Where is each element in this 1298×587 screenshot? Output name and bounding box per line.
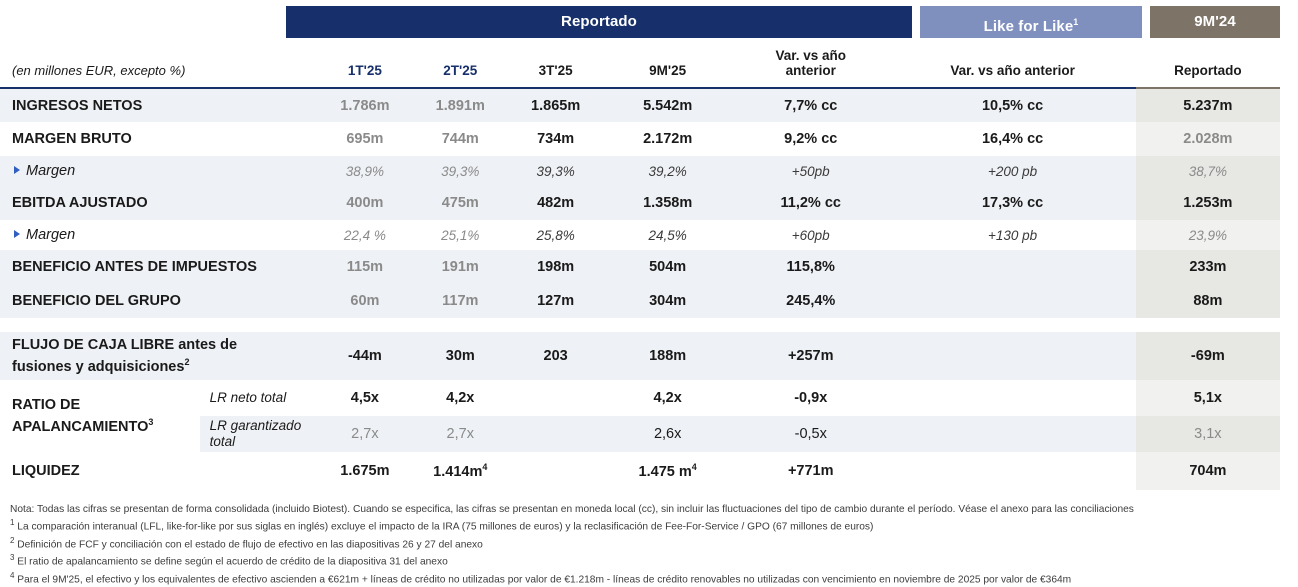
cell-bai-q2: 191m [413, 250, 508, 284]
table-row-margen-bruto [0, 122, 1280, 156]
cell-liquidez-q1: 1.675m [340, 463, 390, 479]
cell-bai-9m25: 504m [603, 250, 732, 284]
footnote-3 [10, 551, 1288, 569]
cell-lrneto-q1: 4,5x [350, 390, 379, 406]
row-label-liquidez: LIQUIDEZ [12, 463, 80, 479]
cell-margen2-lfl: +130 pb [988, 227, 1038, 243]
cell-bdg-q3: 127m [508, 284, 603, 318]
row-label-ebitda: EBITDA AJUSTADO [0, 186, 317, 220]
expand-triangle-icon[interactable] [14, 230, 20, 238]
cell-lrgar-9m25: 2,6x [603, 416, 732, 452]
header-q3: 3T'25 [538, 63, 573, 78]
cell-lrgar-q1: 2,7x [317, 416, 412, 452]
cell-margen1-rep24: 38,7% [1136, 156, 1280, 186]
header-units-label: (en millones EUR, excepto %) [12, 63, 186, 78]
cell-ebitda-9m25: 1.358m [603, 186, 732, 220]
cell-bdg-9m25: 304m [603, 284, 732, 318]
cell-lrneto-q2: 4,2x [446, 390, 475, 406]
cell-fcf-9m25: 188m [603, 332, 732, 380]
sub-label-lr-garantizado-line2: total [209, 434, 236, 449]
row-label-margen-1 [0, 156, 317, 186]
table-row-ingresos-netos [0, 88, 1280, 122]
cell-fcf-q1: -44m [317, 332, 412, 380]
header-9m25: 9M'25 [649, 63, 687, 78]
footnote-4-mark: 4 [10, 570, 15, 580]
cell-bdg-lfl [889, 284, 1135, 318]
table-row-liquidez [0, 452, 1280, 490]
cell-lrgar-q2: 2,7x [413, 416, 508, 452]
row-label-bdg: BENEFICIO DEL GRUPO [0, 284, 317, 318]
cell-ebitda-q3: 482m [508, 186, 603, 220]
row-label-margen-2 [0, 220, 317, 250]
sub-label-lr-neto-total: LR neto total [209, 390, 287, 405]
cell-margenbruto-rep24: 2.028m [1136, 122, 1280, 156]
footnote-2 [10, 534, 1288, 552]
cell-margenbruto-lfl: 16,4% cc [981, 131, 1044, 147]
cell-bdg-var: 245,4% [732, 284, 890, 318]
header-lfl-var: Var. vs año anterior [950, 63, 1075, 78]
banner-like-for-like-label: Like for Like [983, 18, 1074, 35]
cell-bai-lfl [889, 250, 1135, 284]
cell-liquidez-q2-value: 1.414m [433, 463, 483, 480]
financials-table [0, 44, 1280, 490]
footnote-4-text: Para el 9M'25, el efectivo y los equivalentes de efectivo ascienden a €621m + líneas de crédito no utilizadas por valor de €1.218m - líneas de crédito renovables no utilizadas con vencimiento en noviembre de 2025 por valor de €364m [17, 574, 1072, 586]
cell-margenbruto-q2: 744m [441, 131, 479, 147]
cell-ingresos-9m25: 5.542m [603, 88, 732, 122]
cell-bdg-q1: 60m [317, 284, 412, 318]
cell-margen1-9m25: 39,2% [603, 156, 732, 186]
row-label-fcf-line1: FLUJO DE CAJA LIBRE antes de [12, 336, 238, 353]
banner-reportado [286, 6, 912, 38]
footnote-2-text: Definición de FCF y conciliación con el estado de flujo de efectivo en las diapositivas 26 y 27 del anexo [17, 539, 483, 551]
banner-9m24-label: 9M'24 [1194, 13, 1236, 30]
cell-margen1-q2: 39,3% [413, 156, 508, 186]
cell-ebitda-rep24: 1.253m [1136, 186, 1280, 220]
cell-margen1-q3: 39,3% [508, 156, 603, 186]
banner-like-for-like [920, 6, 1142, 38]
banner-like-for-like-footnote-mark: 1 [1073, 17, 1079, 27]
cell-ebitda-q1: 400m [317, 186, 412, 220]
cell-ingresos-lfl: 10,5% cc [889, 88, 1135, 122]
cell-fcf-q2: 30m [413, 332, 508, 380]
cell-bai-var: 115,8% [732, 250, 890, 284]
cell-lrneto-rep24: 5,1x [1136, 380, 1280, 416]
row-label-margen-2-text: Margen [26, 227, 76, 243]
header-var-vs-prior-year [732, 44, 890, 86]
sub-label-lr-garantizado-total [200, 416, 318, 452]
table-row-margen-bruto-pct [0, 156, 1280, 186]
cell-ingresos-q3: 1.865m [508, 88, 603, 122]
cell-margen2-q3: 25,8% [536, 227, 575, 243]
banner-reportado-label: Reportado [561, 13, 637, 30]
cell-margenbruto-q1: 695m [346, 131, 384, 147]
cell-liquidez-var: +771m [787, 463, 834, 479]
cell-lrgar-lfl [889, 416, 1135, 452]
row-label-bai: BENEFICIO ANTES DE IMPUESTOS [0, 250, 317, 284]
cell-lrgar-rep24: 3,1x [1136, 416, 1280, 452]
cell-lrneto-q3 [508, 380, 603, 416]
banner-9m24 [1150, 6, 1280, 38]
cell-margenbruto-9m25: 2.172m [643, 131, 693, 147]
header-q2: 2T'25 [443, 63, 478, 78]
row-label-ingresos-netos: INGRESOS NETOS [0, 88, 317, 122]
cell-liquidez-q3 [508, 452, 603, 490]
footnote-2-mark: 2 [10, 535, 15, 545]
table-row-beneficio-del-grupo [0, 284, 1280, 318]
table-row-flujo-caja-libre [0, 332, 1280, 380]
cell-fcf-q3: 203 [508, 332, 603, 380]
row-label-ratio-line1: RATIO DE [12, 396, 81, 413]
footnote-4 [10, 569, 1288, 587]
cell-margen1-lfl: +200 pb [889, 156, 1135, 186]
cell-bdg-rep24: 88m [1136, 284, 1280, 318]
row-label-ratio-footnote-mark: 3 [148, 416, 154, 427]
cell-lrneto-9m25: 4,2x [653, 390, 682, 406]
cell-bai-rep24: 233m [1136, 250, 1280, 284]
cell-margen1-var: +50pb [732, 156, 890, 186]
table-row-ebitda-margen-pct [0, 220, 1280, 250]
cell-lrgar-var: -0,5x [732, 416, 890, 452]
header-var-line1: Var. vs año [775, 48, 846, 63]
cell-margen2-var: +60pb [791, 227, 830, 243]
cell-ebitda-var: 11,2% cc [732, 186, 890, 220]
row-label-fcf-footnote-mark: 2 [184, 356, 190, 367]
table-row-beneficio-antes-impuestos [0, 250, 1280, 284]
cell-ingresos-q2: 1.891m [413, 88, 508, 122]
cell-fcf-var: +257m [732, 332, 890, 380]
cell-lrneto-lfl [889, 380, 1135, 416]
cell-liquidez-9m25-footnote-mark: 4 [691, 462, 697, 473]
footnote-3-mark: 3 [10, 553, 15, 563]
footnote-3-text: El ratio de apalancamiento se define según el acuerdo de crédito de la diapositiva 31 del anexo [17, 556, 448, 568]
cell-ebitda-q2: 475m [413, 186, 508, 220]
cell-margenbruto-q3: 734m [537, 131, 575, 147]
cell-fcf-lfl [889, 332, 1135, 380]
sub-label-lr-garantizado-line1: LR garantizado [209, 418, 302, 433]
cell-lrneto-var: -0,9x [794, 390, 828, 406]
row-label-margen-1-text: Margen [26, 163, 76, 179]
cell-margen1-q1: 38,9% [317, 156, 412, 186]
cell-liquidez-rep24: 704m [1136, 452, 1280, 490]
cell-margen2-rep24: 23,9% [1136, 220, 1280, 250]
table-spacer-row [0, 318, 1280, 332]
cell-margenbruto-var: 9,2% cc [784, 131, 838, 147]
column-group-banners [0, 6, 1298, 40]
cell-margen2-q1: 22,4 % [343, 227, 386, 243]
table-header-row [0, 44, 1280, 86]
table-row-ebitda-ajustado [0, 186, 1280, 220]
footnote-1-mark: 1 [10, 518, 15, 528]
cell-ingresos-var: 7,7% cc [732, 88, 890, 122]
row-label-fcf [0, 332, 317, 380]
cell-liquidez-9m25-value: 1.475 m [638, 463, 692, 480]
expand-triangle-icon[interactable] [14, 166, 20, 174]
cell-fcf-rep24: -69m [1136, 332, 1280, 380]
footnote-1-text: La comparación interanual (LFL, like-for-like por sus siglas en inglés) excluye el impacto de la IRA (75 millones de euros) y la reclasificación de Fee-For-Service / GPO (67 millones de euros) [17, 521, 874, 533]
cell-margen2-q2: 25,1% [441, 227, 480, 243]
cell-lrgar-q3 [508, 416, 603, 452]
header-reportado-9m24: Reportado [1174, 63, 1242, 78]
row-label-margen-bruto: MARGEN BRUTO [12, 131, 132, 147]
footnote-note: Nota: Todas las cifras se presentan de forma consolidada (incluido Biotest). Cuando se especifica, las cifras se presentan en moneda local (cc), sin incluir las fluctuaciones del tipo de cambio durante el período. Véase el anexo para las conciliaciones [10, 504, 1134, 515]
cell-ingresos-q1: 1.786m [317, 88, 412, 122]
row-label-ratio-apalancamiento [0, 380, 200, 452]
header-q1: 1T'25 [347, 63, 382, 78]
cell-ebitda-lfl: 17,3% cc [889, 186, 1135, 220]
footnote-1 [10, 516, 1288, 534]
cell-liquidez-lfl [889, 452, 1135, 490]
cell-ingresos-rep24: 5.237m [1136, 88, 1280, 122]
cell-bai-q3: 198m [508, 250, 603, 284]
cell-liquidez-q2-footnote-mark: 4 [482, 462, 488, 473]
cell-liquidez-9m25 [603, 452, 732, 490]
cell-bdg-q2: 117m [413, 284, 508, 318]
table-row-ratio-apalancamiento-neto [0, 380, 1280, 416]
cell-margen2-9m25: 24,5% [648, 227, 687, 243]
row-label-ratio-line2: APALANCAMIENTO [12, 418, 149, 435]
cell-liquidez-q2 [413, 452, 508, 490]
cell-bai-q1: 115m [317, 250, 412, 284]
row-label-fcf-line2: fusiones y adquisiciones [12, 358, 185, 375]
footnotes [10, 503, 1288, 587]
header-var-line2: anterior [785, 63, 836, 78]
